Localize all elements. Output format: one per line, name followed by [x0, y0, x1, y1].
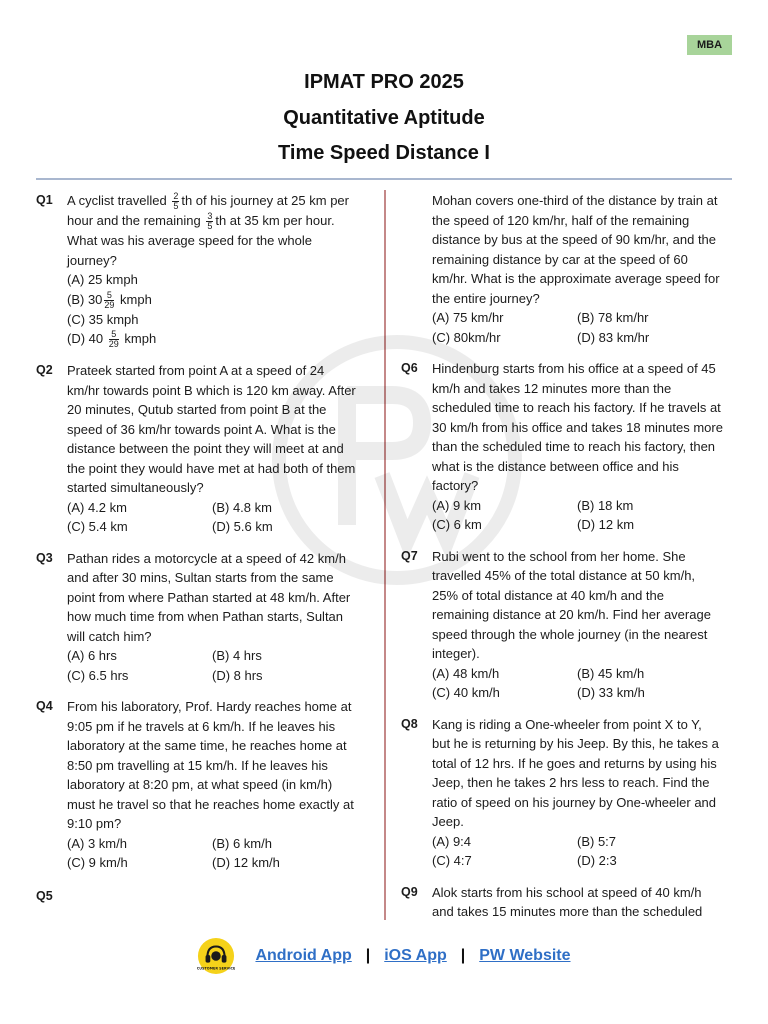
options — [67, 498, 358, 537]
option-c: (C) 40 km/h — [432, 685, 500, 700]
option-d: (D) 8 hrs — [212, 667, 263, 683]
question-7 — [401, 547, 723, 703]
question-text: Mohan covers one-third of the distance by train at the speed of 120 km/hr, half of the remaining distance by bus at the speed of 90 km/hr, and the remaining distance by car at the speed of 60 km/hr. What is the approximate average speed for the entire journey? — [432, 193, 720, 306]
question-text: Kang is riding a One-wheeler from point X to Y, but he is returning by his Jeep. By this, he takes a total of 12 hrs. If he goes and returns by using his Jeep, then he takes 2 hrs less to reach. Find the ratio of speed on his journey by One-wheeler and Jeep. — [432, 716, 719, 829]
mba-badge: MBA — [687, 35, 732, 55]
option-a: (A) 9 km — [432, 497, 482, 513]
option-d: (D) 40 $\frac{5}{29}$ kmph — [67, 329, 157, 350]
question-number: Q8 — [401, 716, 418, 731]
options — [432, 664, 723, 703]
topic-title: Time Speed Distance I — [278, 142, 490, 164]
options — [67, 646, 358, 685]
option-b: (B) 5:7 — [577, 833, 617, 849]
option-c: (C) 35 kmph — [67, 311, 139, 327]
android-app-link[interactable]: Android App — [255, 947, 352, 964]
option-d: (D) 12 km/h — [212, 855, 280, 871]
question-2 — [36, 361, 358, 537]
option-b: (B) 6 km/h — [212, 835, 272, 851]
question-number: Q7 — [401, 548, 418, 563]
option-b: (B) 4 hrs — [212, 648, 262, 664]
header-divider — [36, 178, 732, 180]
option-a: (A) 4.2 km — [67, 499, 127, 515]
question-number: Q2 — [36, 363, 53, 378]
question-text: Alok starts from his school at speed of 40 km/h and takes 15 minutes more than the scheduled — [432, 884, 703, 919]
option-b: (B) 4.8 km — [212, 499, 272, 515]
option-c: (C) 6.5 hrs — [67, 667, 129, 683]
option-c: (C) 5.4 km — [67, 519, 128, 535]
option-a: (A) 9:4 — [432, 833, 472, 849]
option-b: (B) 45 km/h — [577, 665, 645, 681]
option-d: (D) 12 km — [577, 517, 635, 532]
option-c: (C) 4:7 — [432, 853, 472, 868]
svg-text:CUSTOMER SERVICE: CUSTOMER SERVICE — [197, 966, 236, 971]
question-text: Hindenburg starts from his office at a speed of 45 km/h and takes 12 minutes more than the scheduled time to reach his factory. If he travels at 30 km/h from his office and takes 18 minutes more than the scheduled time to reach his factory, then what is the distance between office and his factory? — [432, 361, 723, 493]
options — [432, 308, 723, 347]
option-d: (D) 5.6 km — [212, 519, 273, 535]
question-text: Pathan rides a motorcycle at a speed of 42 km/h and after 30 mins, Sultan starts from the same point from where Pathan started at 48 km/h. After how much time from when Pathan starts, Sultan will catch him? — [67, 550, 351, 644]
option-a: (A) 6 hrs — [67, 648, 117, 664]
question-text: Prateek started from point A at a speed of 24 km/hr towards point B which is 120 km away. After 20 minutes, Qutub started from point B at the speed of 36 km/hr towards point A. What is the distance between the point they will meet at and the point they would have met at had both of them started simultaneously? — [67, 363, 356, 496]
option-d: (D) 83 km/hr — [577, 329, 650, 345]
pw-website-link[interactable]: PW Website — [479, 947, 571, 964]
ios-app-link[interactable]: iOS App — [384, 947, 447, 964]
question-number: Q5 — [36, 888, 53, 903]
option-b: (B) 30 $\frac{5}{29}$ kmph — [67, 289, 152, 310]
question-number: Q1 — [36, 193, 53, 207]
options — [432, 832, 723, 871]
options — [432, 496, 723, 535]
subject-title: Quantitative Aptitude — [283, 107, 485, 129]
separator: | — [460, 947, 466, 964]
question-8 — [401, 715, 723, 871]
question-text: A cyclist travelled $\frac{2}{5}$ th of his journey at 25 km per hour and the remaining $\frac{3}{5}$ th at 35 km per hour. What was his average speed for the whole journey? — [67, 191, 349, 268]
question-number: Q3 — [36, 550, 53, 565]
footer-links — [0, 936, 768, 976]
option-c: (C) 80km/hr — [432, 329, 501, 345]
question-number: Q4 — [36, 699, 53, 714]
options — [67, 834, 358, 873]
question-3 — [36, 549, 358, 686]
question-text: Rubi went to the school from her home. She travelled 45% of the total distance at 50 km/h, 25% of total distance at 40 km/h and the remaining distance at 20 km/h. Find her average speed through the whole journey (in the nearest integer). — [432, 548, 711, 661]
question-6 — [401, 359, 723, 535]
option-a: (A) 25 kmph — [67, 272, 138, 288]
question-1 — [36, 191, 358, 349]
option-c: (C) 9 km/h — [67, 855, 128, 871]
separator: | — [365, 947, 371, 964]
question-text: From his laboratory, Prof. Hardy reaches home at 9:05 pm if he travels at 6 km/h. If he leaves his laboratory at the same time, he reaches home at 8:50 pm travelling at 15 km/h. If he leaves his laboratory at 8:20 pm, at what speed (in km/h) must he travel so that he reaches home exactly at 9:10 pm? — [67, 699, 354, 832]
question-4 — [36, 697, 358, 873]
customer-service-icon[interactable] — [197, 937, 235, 975]
option-b: (B) 78 km/hr — [577, 310, 649, 325]
page-title: IPMAT PRO 2025 — [304, 71, 464, 93]
option-d: (D) 33 km/h — [577, 685, 645, 700]
option-b: (B) 18 km — [577, 497, 634, 513]
option-d: (D) 2:3 — [577, 853, 617, 868]
question-9 — [401, 883, 723, 922]
question-number: Q9 — [401, 884, 418, 899]
right-column — [401, 191, 723, 934]
option-a: (A) 75 km/hr — [432, 310, 504, 325]
left-column — [36, 191, 358, 903]
fraction: $\frac{3}{5}$ — [207, 211, 213, 232]
fraction: $\frac{2}{5}$ — [173, 191, 179, 212]
option-a: (A) 3 km/h — [67, 835, 127, 851]
option-c: (C) 6 km — [432, 517, 482, 532]
question-5 — [401, 191, 723, 347]
question-number: Q6 — [401, 361, 418, 375]
option-a: (A) 48 km/h — [432, 665, 500, 681]
